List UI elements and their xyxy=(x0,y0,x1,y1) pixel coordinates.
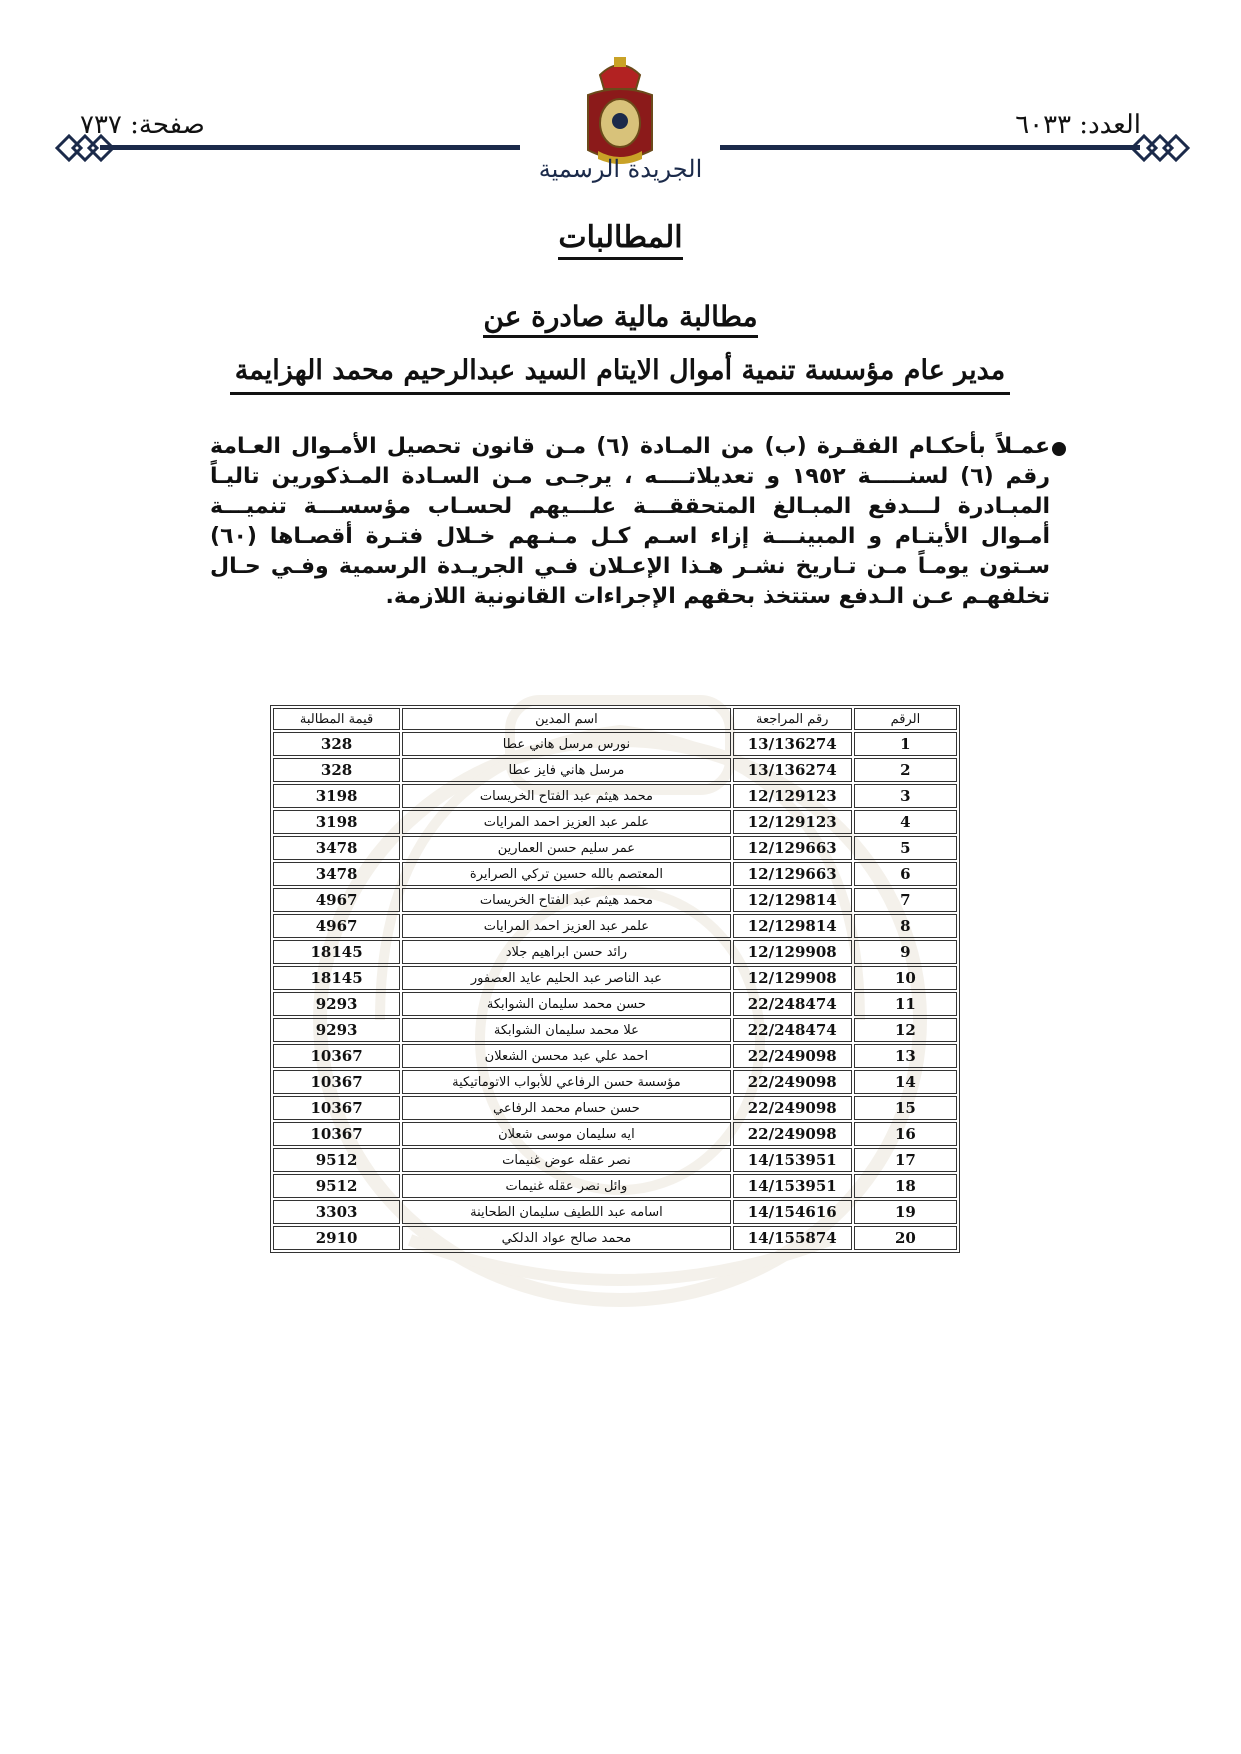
cell-debtor: مؤسسة حسن الرفاعي للأبواب الاتوماتيكية xyxy=(402,1070,731,1094)
cell-reference: 22/249098 xyxy=(733,1070,852,1094)
cell-amount: 3478 xyxy=(273,862,400,886)
table-row xyxy=(273,1044,957,1068)
cell-debtor: محمد هيثم عبد الفتاح الخريسات xyxy=(402,888,731,912)
cell-debtor: عمر سليم حسن العمارين xyxy=(402,836,731,860)
cell-debtor: مرسل هاني فايز عطا xyxy=(402,758,731,782)
page-number: صفحة: ٧٣٧ xyxy=(80,110,205,140)
table-row xyxy=(273,940,957,964)
cell-reference: 12/129908 xyxy=(733,940,852,964)
cell-index: 17 xyxy=(854,1148,957,1172)
gazette-name: الجريدة الرسمية xyxy=(538,155,703,183)
table-row xyxy=(273,810,957,834)
cell-debtor: رائد حسن ابراهيم جلاد xyxy=(402,940,731,964)
page-header xyxy=(0,0,1241,200)
cell-amount: 3198 xyxy=(273,784,400,808)
table-row xyxy=(273,1096,957,1120)
cell-reference: 22/249098 xyxy=(733,1044,852,1068)
cell-debtor: ايه سليمان موسى شعلان xyxy=(402,1122,731,1146)
cell-reference: 12/129908 xyxy=(733,966,852,990)
table-row xyxy=(273,1200,957,1224)
bullet-icon xyxy=(1052,442,1066,456)
cell-amount: 9293 xyxy=(273,1018,400,1042)
cell-index: 5 xyxy=(854,836,957,860)
cell-amount: 328 xyxy=(273,732,400,756)
body-paragraph: عمـلاً بأحكـام الفقـرة (ب) من المـادة (٦) مـن قانون تحصيل الأمـوال العـامة رقم (٦) لسنـــــة ١٩٥٢ و تعديلاتــــه ، يرجـى مـن السـادة المـذكورين تاليـاً المبـادرة لـــدفع المبـالغ المتحققـــة علـــيهم لحسـاب مؤسســـة تنميـــة أمـوال الأيتـام و المبينـــة إزاء اسـم كـل مـنـهم خـلال فتـرة أقصـاها (٦٠) سـتون يومـاً مـن تـاريخ نشـر هـذا الإعـلان فـي الجريـدة الرسمية وفـي حـال تخلفهـم عـن الـدفع ستتخذ بحقهم الإجراءات القانونية اللازمة. xyxy=(210,434,1050,609)
cell-index: 11 xyxy=(854,992,957,1016)
cell-debtor: نصر عقله عوض غنيمات xyxy=(402,1148,731,1172)
section-title-text: المطالبات xyxy=(558,220,682,260)
cell-index: 12 xyxy=(854,1018,957,1042)
cell-reference: 22/249098 xyxy=(733,1122,852,1146)
cell-debtor: نورس مرسل هاني عطا xyxy=(402,732,731,756)
cell-reference: 14/153951 xyxy=(733,1174,852,1198)
cell-reference: 22/248474 xyxy=(733,992,852,1016)
claims-table-body xyxy=(273,732,957,1250)
header-debtor: اسم المدين xyxy=(402,708,731,730)
cell-amount: 10367 xyxy=(273,1122,400,1146)
cell-amount: 10367 xyxy=(273,1044,400,1068)
cell-amount: 10367 xyxy=(273,1070,400,1094)
cell-amount: 10367 xyxy=(273,1096,400,1120)
issuer-line: مدير عام مؤسسة تنمية أموال الايتام السيد عبدالرحيم محمد الهزايمة xyxy=(230,355,1010,395)
table-row xyxy=(273,1174,957,1198)
cell-index: 7 xyxy=(854,888,957,912)
table-row xyxy=(273,914,957,938)
cell-reference: 14/153951 xyxy=(733,1148,852,1172)
table-header-row xyxy=(273,708,957,730)
table-row xyxy=(273,966,957,990)
table-row xyxy=(273,1018,957,1042)
cell-reference: 12/129814 xyxy=(733,888,852,912)
cell-debtor: حسن حسام محمد الرفاعي xyxy=(402,1096,731,1120)
table-row xyxy=(273,1148,957,1172)
claims-table xyxy=(270,705,960,1253)
cell-amount: 2910 xyxy=(273,1226,400,1250)
cell-index: 13 xyxy=(854,1044,957,1068)
cell-amount: 3478 xyxy=(273,836,400,860)
cell-index: 4 xyxy=(854,810,957,834)
cell-reference: 12/129814 xyxy=(733,914,852,938)
cell-amount: 9293 xyxy=(273,992,400,1016)
cell-index: 20 xyxy=(854,1226,957,1250)
cell-index: 15 xyxy=(854,1096,957,1120)
table-row xyxy=(273,758,957,782)
cell-debtor: اسامه عبد اللطيف سليمان الطحاينة xyxy=(402,1200,731,1224)
cell-amount: 4967 xyxy=(273,914,400,938)
header-reference: رقم المراجعة xyxy=(733,708,852,730)
table-row xyxy=(273,1122,957,1146)
cell-index: 9 xyxy=(854,940,957,964)
cell-reference: 12/129123 xyxy=(733,810,852,834)
table-row xyxy=(273,836,957,860)
cell-debtor: احمد علي عبد محسن الشعلان xyxy=(402,1044,731,1068)
cell-amount: 18145 xyxy=(273,940,400,964)
cell-index: 14 xyxy=(854,1070,957,1094)
table-row xyxy=(273,1070,957,1094)
cell-amount: 3198 xyxy=(273,810,400,834)
cell-amount: 3303 xyxy=(273,1200,400,1224)
cell-debtor: وائل نصر عقله غنيمات xyxy=(402,1174,731,1198)
cell-reference: 22/249098 xyxy=(733,1096,852,1120)
table-row xyxy=(273,992,957,1016)
section-title xyxy=(0,220,1241,255)
cell-index: 2 xyxy=(854,758,957,782)
table-row xyxy=(273,862,957,886)
cell-debtor: محمد هيثم عبد الفتاح الخريسات xyxy=(402,784,731,808)
cell-reference: 13/136274 xyxy=(733,732,852,756)
cell-amount: 9512 xyxy=(273,1174,400,1198)
cell-debtor: حسن محمد سليمان الشوابكة xyxy=(402,992,731,1016)
cell-index: 10 xyxy=(854,966,957,990)
cell-reference: 14/155874 xyxy=(733,1226,852,1250)
claim-title-text: مطالبة مالية صادرة عن xyxy=(483,300,757,338)
header-index: الرقم xyxy=(854,708,957,730)
cell-reference: 12/129123 xyxy=(733,784,852,808)
cell-reference: 14/154616 xyxy=(733,1200,852,1224)
header-amount: قيمة المطالبة xyxy=(273,708,400,730)
cell-amount: 9512 xyxy=(273,1148,400,1172)
cell-reference: 13/136274 xyxy=(733,758,852,782)
header-rule-left xyxy=(100,145,520,150)
cell-debtor: علا محمد سليمان الشوابكة xyxy=(402,1018,731,1042)
cell-debtor: المعتصم بالله حسين تركي الصرايرة xyxy=(402,862,731,886)
cell-index: 16 xyxy=(854,1122,957,1146)
table-row xyxy=(273,1226,957,1250)
cell-debtor: علمر عبد العزيز احمد المرايات xyxy=(402,914,731,938)
table-row xyxy=(273,888,957,912)
cell-index: 18 xyxy=(854,1174,957,1198)
cell-amount: 18145 xyxy=(273,966,400,990)
cell-reference: 12/129663 xyxy=(733,862,852,886)
issue-number: العدد: ٦٠٣٣ xyxy=(1015,110,1141,140)
header-rule-right xyxy=(720,145,1140,150)
cell-debtor: علمر عبد العزيز احمد المرايات xyxy=(402,810,731,834)
cell-debtor: عبد الناصر عبد الحليم عايد العصفور xyxy=(402,966,731,990)
coat-of-arms-icon xyxy=(580,55,660,170)
cell-index: 1 xyxy=(854,732,957,756)
cell-debtor: محمد صالح عواد الدلكي xyxy=(402,1226,731,1250)
cell-amount: 4967 xyxy=(273,888,400,912)
cell-index: 6 xyxy=(854,862,957,886)
claim-title xyxy=(0,300,1241,333)
cell-reference: 12/129663 xyxy=(733,836,852,860)
table-row xyxy=(273,732,957,756)
cell-index: 8 xyxy=(854,914,957,938)
cell-reference: 22/248474 xyxy=(733,1018,852,1042)
cell-index: 19 xyxy=(854,1200,957,1224)
table-row xyxy=(273,784,957,808)
cell-amount: 328 xyxy=(273,758,400,782)
cell-index: 3 xyxy=(854,784,957,808)
